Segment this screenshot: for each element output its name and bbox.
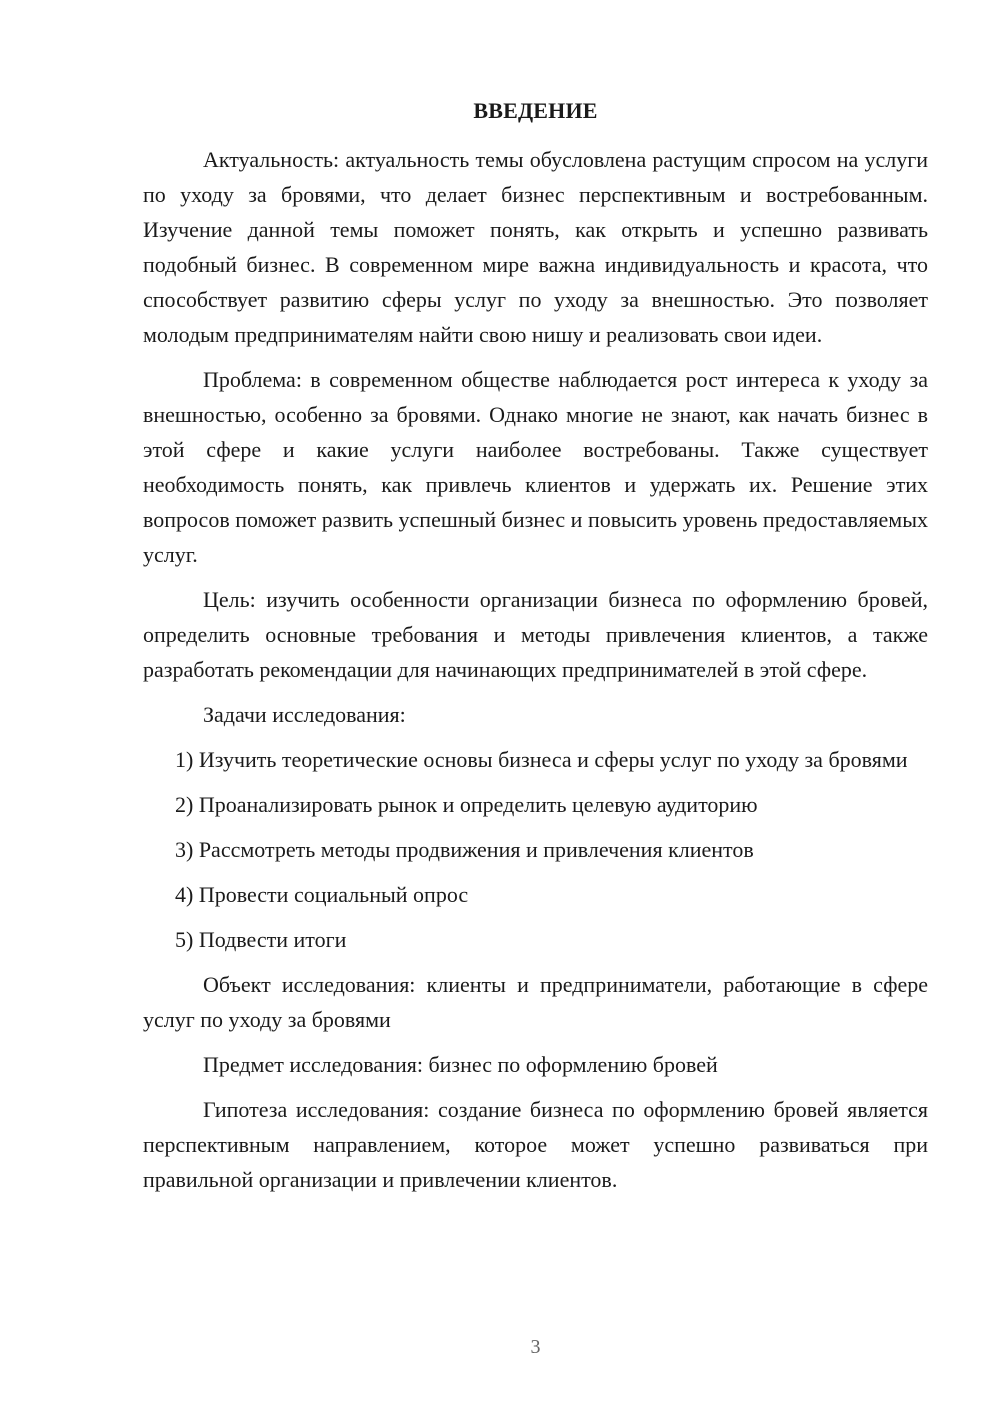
task-item-4: 4) Провести социальный опрос bbox=[175, 882, 469, 907]
tasks-heading: Задачи исследования: bbox=[203, 702, 406, 727]
page-title: ВВЕДЕНИЕ bbox=[473, 98, 598, 123]
document-body bbox=[143, 142, 928, 1197]
paragraph-goal: Цель: изучить особенности организации бизнеса по оформлению бровей, определить основные требования и методы привлечения клиентов, а также разработать рекомендации для начинающих предпринимателей в этой сфере. bbox=[143, 587, 928, 682]
task-item-5: 5) Подвести итоги bbox=[175, 927, 347, 952]
page-number: 3 bbox=[530, 1336, 541, 1358]
paragraph-relevance: Актуальность: актуальность темы обусловлена растущим спросом на услуги по уходу за бровями, что делает бизнес перспективным и востребованным. Изучение данной темы поможет понять, как открыть и успешно развивать подобный бизнес. В современном мире важна индивидуальность и красота, что способствует развитию сферы услуг по уходу за внешностью. Это позволяет молодым предпринимателям найти свою нишу и реализовать свои идеи. bbox=[143, 147, 928, 347]
paragraph-hypothesis: Гипотеза исследования: создание бизнеса по оформлению бровей является перспективным направлением, которое может успешно развиваться при правильной организации и привлечении клиентов. bbox=[143, 1097, 928, 1192]
paragraph-subject: Предмет исследования: бизнес по оформлению бровей bbox=[203, 1052, 718, 1077]
task-item-2: 2) Проанализировать рынок и определить целевую аудиторию bbox=[175, 792, 758, 817]
task-item-3: 3) Рассмотреть методы продвижения и привлечения клиентов bbox=[175, 837, 754, 862]
paragraph-problem: Проблема: в современном обществе наблюдается рост интереса к уходу за внешностью, особенно за бровями. Однако многие не знают, как начать бизнес в этой сфере и какие услуги наиболее востребованы. Также существует необходимость понять, как привлечь клиентов и удержать их. Решение этих вопросов поможет развить успешный бизнес и повысить уровень предоставляемых услуг. bbox=[143, 367, 928, 567]
paragraph-object: Объект исследования: клиенты и предприниматели, работающие в сфере услуг по уходу за бровями bbox=[143, 972, 928, 1032]
task-item-1: 1) Изучить теоретические основы бизнеса и сферы услуг по уходу за бровями bbox=[175, 747, 908, 772]
